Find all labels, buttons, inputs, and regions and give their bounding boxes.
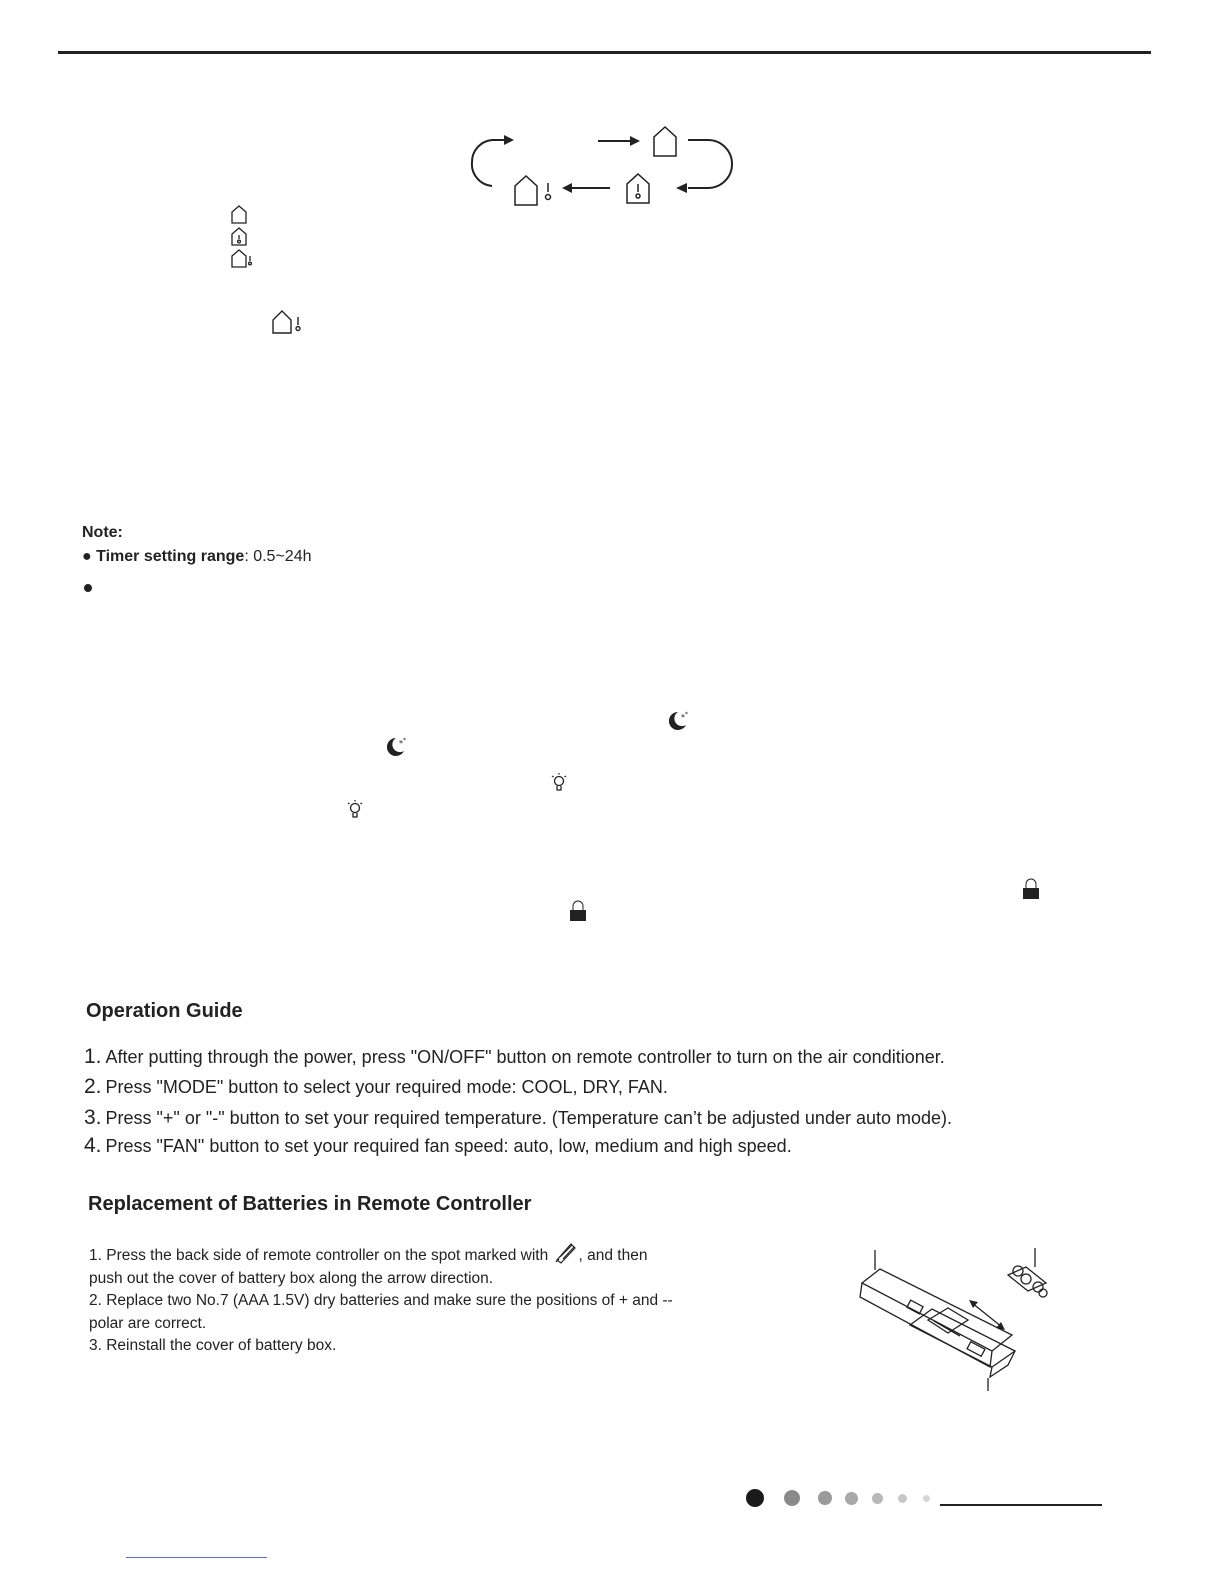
progress-dot [923, 1495, 930, 1502]
footer-rule [940, 1504, 1102, 1506]
operation-step-1: 1. After putting through the power, press "ON/OFF" button on remote controller to turn on the air conditioner. [84, 1045, 945, 1068]
link-underline [126, 1557, 267, 1558]
operation-step-4: 4. Press "FAN" button to set your required fan speed: auto, low, medium and high speed. [84, 1134, 792, 1157]
header-rule [58, 51, 1151, 54]
svg-text:*: * [681, 713, 685, 722]
remote-controller-illustration [850, 1245, 1060, 1395]
bullet: ● [82, 548, 92, 565]
battery-line-2: push out the cover of battery box along the arrow direction. [89, 1269, 494, 1287]
bullet [84, 584, 92, 592]
battery-line-1: 1. Press the back side of remote controller on the spot marked with , and then [89, 1240, 749, 1268]
progress-dot [818, 1491, 832, 1505]
operation-guide-title: Operation Guide [86, 1000, 243, 1022]
lock-icon [568, 900, 588, 922]
svg-text:*: * [399, 739, 403, 748]
progress-dot [746, 1489, 764, 1507]
battery-replacement-title: Replacement of Batteries in Remote Controller [88, 1193, 532, 1215]
swing-mode-icons [228, 205, 252, 271]
battery-line-3: 2. Replace two No.7 (AAA 1.5V) dry batteries and make sure the positions of + and -- [89, 1292, 673, 1309]
progress-dot [898, 1494, 907, 1503]
battery-line-5: 3. Reinstall the cover of battery box. [89, 1337, 337, 1354]
press-mark-icon [553, 1240, 579, 1264]
timer-range-value: : 0.5~24h [244, 548, 312, 565]
battery-line-4: polar are correct. [89, 1314, 207, 1332]
bulb-icon [550, 772, 568, 794]
progress-dot [872, 1493, 883, 1504]
moon-stars-icon [666, 710, 690, 732]
battery-instructions [89, 1240, 749, 1358]
svg-text:*: * [685, 711, 688, 718]
note-title: Note: [82, 524, 123, 541]
progress-dot [845, 1492, 858, 1505]
swing-cycle-diagram [460, 120, 750, 215]
timer-range-label: Timer setting range [96, 548, 245, 565]
house-icon [654, 127, 676, 156]
timer-range-note [82, 548, 311, 566]
progress-dot [784, 1490, 800, 1506]
lock-icon [1021, 878, 1041, 900]
house-swing-icon [627, 174, 649, 203]
operation-step-3: 3. Press "+" or "-" button to set your required temperature. (Temperature can’t be adjusted under auto mode). [84, 1106, 953, 1129]
house-side-swing-icon [270, 308, 306, 338]
house-side-swing-icon [515, 176, 551, 205]
moon-stars-icon [384, 736, 408, 758]
operation-step-2: 2. Press "MODE" button to select your required mode: COOL, DRY, FAN. [84, 1075, 668, 1098]
bulb-icon [346, 799, 364, 821]
svg-text:*: * [403, 737, 406, 744]
